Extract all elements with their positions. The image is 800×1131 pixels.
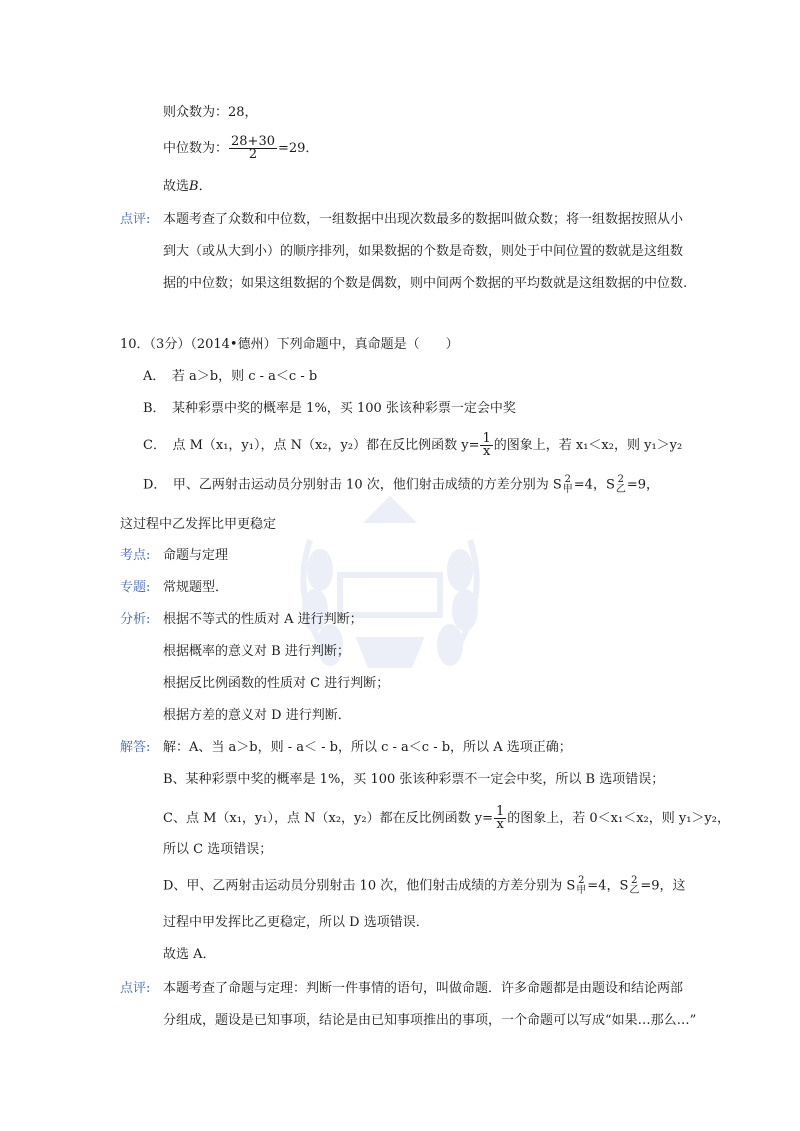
variance-yi	[629, 876, 639, 896]
subscript-jia: 甲	[562, 484, 573, 495]
jieda-c-fraction	[494, 806, 506, 831]
subscript-yi: 乙	[629, 885, 640, 896]
option-c-fraction	[480, 433, 492, 458]
mode-line: 则众数为：28，	[163, 105, 258, 120]
option-d-pre: D． 甲、乙两射击运动员分别射击 10 次，他们射击成绩的方差分别为 S	[143, 477, 562, 493]
option-c-post: 的图象上，若 x₁＜x₂，则 y₁＞y₂	[493, 438, 683, 453]
variance-jia	[563, 475, 573, 495]
fenxi-line: 根据反比例函数的性质对 C 进行判断；	[163, 676, 390, 691]
comment-line: 据的中位数；如果这组数据的个数是偶数，则中间两个数据的平均数就是这组数据的中位数.	[163, 276, 688, 291]
variance-jia	[576, 876, 586, 896]
median-fraction	[229, 136, 277, 161]
fraction-denominator: x	[482, 444, 491, 459]
superscript-2: 2	[617, 474, 625, 485]
prev-choice-end: ．	[198, 179, 212, 194]
jieda-line-5	[163, 876, 686, 896]
subscript-yi: 乙	[615, 484, 626, 495]
watermark-logo	[270, 480, 510, 700]
jieda-line-1: 解：A、当 a＞b，则 - a＜ - b，所以 c - a＜c - b，所以 A 选项正确；	[163, 740, 572, 755]
median-denominator: 2	[248, 147, 258, 162]
comment-line: 本题考查了众数和中位数，一组数据中出现次数最多的数据叫做众数；将一组数据按照从小	[163, 212, 684, 227]
option-c-pre: C． 点 M（x₁，y₁），点 N（x₂，y₂）都在反比例函数 y=	[143, 438, 480, 453]
median-prefix: 中位数为：	[163, 141, 229, 156]
fenxi-label: 分析:	[120, 612, 151, 627]
dianping-line: 本题考查了命题与定理：判断一件事情的语句，叫做命题．许多命题都是由题设和结论两部	[163, 981, 684, 996]
median-numerator: 28+30	[231, 134, 275, 149]
median-suffix: =29．	[278, 141, 319, 156]
jieda-line-6: 过程中甲发挥比乙更稳定，所以 D 选项错误．	[163, 915, 429, 930]
fraction-numerator: 1	[495, 804, 505, 819]
jieda-d-post: =9，这	[640, 878, 686, 894]
fenxi-line: 根据概率的意义对 B 进行判断；	[163, 644, 350, 659]
dianping-line: 分组成，题设是已知事项，结论是由已知事项推出的事项，一个命题可以写成“如果…那么…”	[163, 1013, 697, 1028]
q10-option-a: A． 若 a＞b，则 c - a＜c - b	[143, 369, 318, 384]
option-d-post: =9，	[626, 477, 660, 493]
q10-header: 10．（3分）（2014•德州）下列命题中，真命题是（ ）	[120, 337, 459, 352]
superscript-2: 2	[564, 474, 571, 485]
fraction-denominator: x	[496, 817, 504, 832]
zhuanti-label: 专题:	[120, 580, 151, 595]
comment-label-1: 点评:	[120, 212, 151, 227]
jieda-line-4: 所以 C 选项错误；	[163, 842, 273, 857]
q10-option-d	[143, 475, 659, 495]
jieda-line-2: B、某种彩票中奖的概率是 1%，买 100 张该种彩票不一定会中奖，所以 B 选项错误；	[163, 772, 665, 787]
kaodian-text: 命题与定理	[163, 548, 229, 563]
jieda-d-pre: D、甲、乙两射击运动员分别射击 10 次，他们射击成绩的方差分别为 S	[163, 878, 576, 894]
q10-option-c	[143, 433, 682, 458]
option-d-mid: =4，S	[573, 477, 615, 493]
dianping-label-2: 点评:	[120, 981, 151, 996]
jieda-line-3	[163, 806, 730, 831]
variance-yi	[616, 475, 626, 495]
prev-choice-letter: B	[189, 179, 199, 194]
jieda-label: 解答:	[120, 740, 151, 755]
fenxi-line: 根据不等式的性质对 A 进行判断；	[163, 612, 363, 627]
superscript-2: 2	[631, 875, 638, 886]
comment-line: 到大（或从大到小）的顺序排列，如果数据的个数是奇数，则处于中间位置的数就是这组数	[163, 244, 684, 259]
jieda-c-pre: C、点 M（x₁，y₁），点 N（x₂，y₂）都在反比例函数 y=	[163, 811, 493, 826]
fraction-numerator: 1	[482, 431, 491, 446]
q10-option-d-cont: 这过程中乙发挥比甲更稳定	[120, 517, 277, 532]
superscript-2: 2	[578, 875, 585, 886]
jieda-c-post: 的图象上，若 0＜x₁＜x₂，则 y₁＞y₂，	[507, 811, 730, 826]
prev-choice-line	[163, 178, 212, 196]
zhuanti-text: 常规题型．	[163, 580, 229, 595]
fenxi-line: 根据方差的意义对 D 进行判断．	[163, 708, 351, 723]
q10-option-b: B． 某种彩票中奖的概率是 1%，买 100 张该种彩票一定会中奖	[143, 401, 516, 416]
jieda-d-mid: =4，S	[587, 878, 629, 894]
median-line	[163, 136, 318, 161]
jieda-choice: 故选 A．	[163, 947, 216, 962]
prev-choice-text: 故选	[163, 179, 190, 194]
kaodian-label: 考点:	[120, 548, 151, 563]
subscript-jia: 甲	[576, 885, 587, 896]
